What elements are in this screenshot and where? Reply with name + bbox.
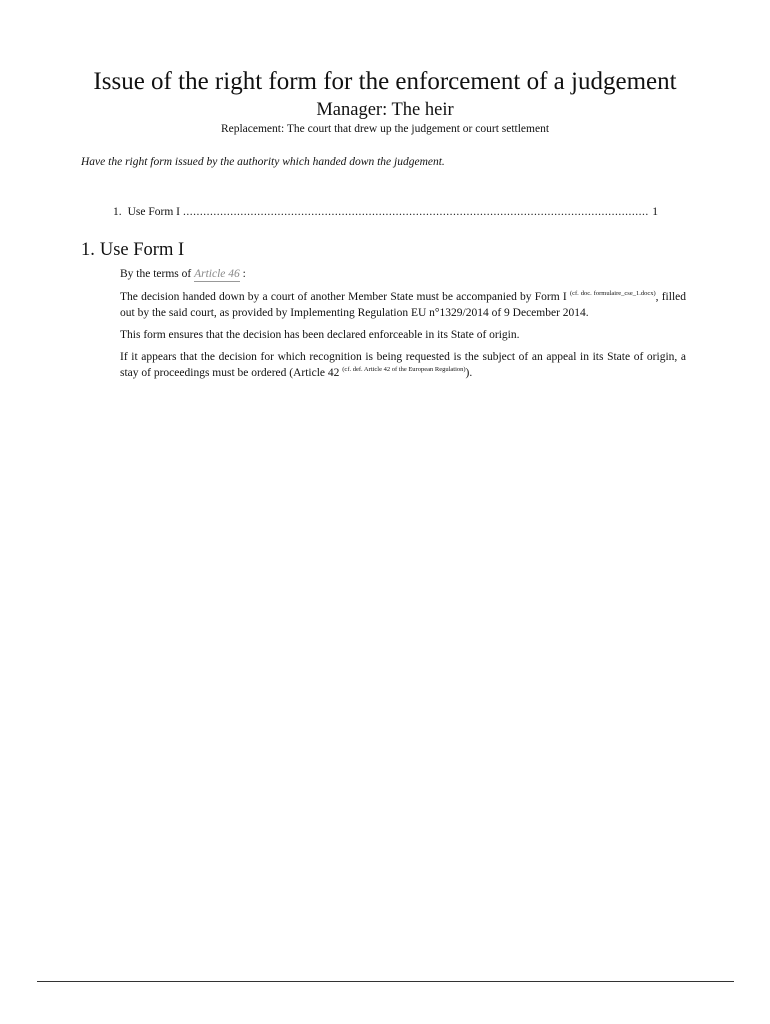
- paragraph-appeal: [120, 349, 686, 381]
- p1-text-before: The decision handed down by a court of another Member State must be accompanied by Form I: [120, 291, 567, 303]
- paragraph-enforceable: This form ensures that the decision has been declared enforceable in its State of origin.: [120, 329, 520, 341]
- p3-text-before: If it appears that the decision for which recognition is being requested is the subject of an appeal in its State of origin, a stay of proceedings must be ordered (Article 42: [120, 351, 686, 379]
- paragraph-form-requirement: [120, 289, 686, 321]
- article-46-link[interactable]: Article 46: [194, 268, 240, 280]
- page-title: Issue of the right form for the enforcement of a judgement: [93, 68, 677, 95]
- toc-item-label[interactable]: Use Form I: [127, 206, 181, 218]
- p3-text-after: ).: [465, 367, 473, 379]
- footnote-form-doc[interactable]: (cf. doc. formulaire_cse_1.docx): [569, 290, 656, 297]
- terms-suffix: :: [242, 268, 246, 280]
- toc-item-page: 1: [652, 206, 658, 218]
- footer-divider: [37, 981, 734, 982]
- intro-text: Have the right form issued by the authority which handed down the judgement.: [81, 156, 445, 168]
- section-heading: [81, 238, 184, 262]
- table-of-contents-entry[interactable]: [113, 204, 658, 220]
- toc-leader-dots: [183, 204, 649, 220]
- p1-text-after: , filled out by the said court, as provided by Implementing Regulation EU n°1329/2014 of 9 December 2014.: [120, 291, 686, 319]
- terms-line: [120, 266, 686, 282]
- section-title: Use Form I: [99, 240, 185, 260]
- section-body: [120, 266, 686, 387]
- toc-item-number: 1.: [113, 206, 122, 218]
- terms-prefix: By the terms of: [120, 268, 192, 280]
- manager-subtitle: Manager: The heir: [316, 100, 454, 120]
- section-number: 1.: [81, 240, 95, 260]
- footnote-article-42[interactable]: (cf. def. Article 42 of the European Regulation): [342, 366, 466, 373]
- replacement-note: Replacement: The court that drew up the judgement or court settlement: [220, 123, 550, 135]
